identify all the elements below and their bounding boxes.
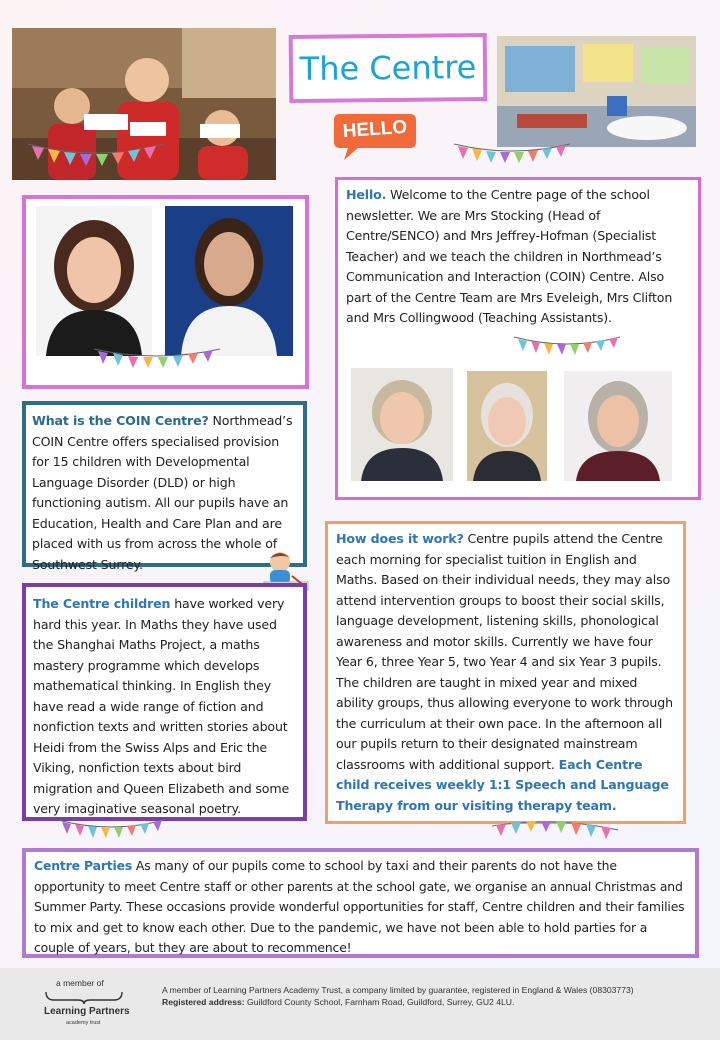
footer-company-line: A member of Learning Partners Academy Trust, a company limited by guarantee, registered in England & Wales (08303773) [162,985,634,995]
children-text: have worked very hard this year. In Maths they have used the Shanghai Maths Project, a maths mastery programme which develops mathematical thinking. In English they have read a wide range of fiction and nonfiction texts and written stories about Heidi from the Swiss Alps and Eric the Viking, nonfiction texts about bird migration and Queen Elizabeth and some very imaginative seasonal poetry. [33,596,290,816]
children-box [22,583,307,821]
photo-mrs-collingwood [564,371,672,481]
bunting-icon [56,814,166,842]
photo-mrs-eveleigh [351,368,453,481]
intro-heading: Hello. [346,187,387,202]
how-text: Centre pupils attend the Centre each morning for specialist tuition in English and Maths. Based on their individual needs, they may also attend intervention groups to boost their social skills, language development, listening skills, phonological awareness and motor skills. Currently we have four Year 6, three Year 5, two Year 4 and six Year 3 pupils. The children are taught in mixed year and mixed ability groups, thus allowing everyone to work through the curriculum at their own pace. In the afternoon all our pupils return to their designated mainstream classrooms with additional support. [336,531,673,772]
bunting-icon [26,140,166,170]
coin-box [22,401,307,572]
parties-heading: Centre Parties [34,858,133,873]
parties-text: As many of our pupils come to school by taxi and their parents do not have the opportunity to meet Centre staff or other parents at the school gate, we organise an annual Christmas and Summer Party. These occasions provide wonderful opportunities for staff, Centre children and their families to mix and get to know each other. Due to the pandemic, we have not been able to hold parties for a couple of years, but they are about to recommence! [34,858,685,955]
photo-mrs-stocking [36,206,152,356]
hello-sign-text: HELLO [342,116,408,143]
footer-address-line [162,996,634,1008]
footer-org-sub: academy trust [66,1020,101,1026]
children-paragraph [33,594,299,820]
coin-heading: What is the COIN Centre? [32,413,209,428]
intro-text: Welcome to the Centre page of the school newsletter. We are Mrs Stocking (Head of Centre/SENCO) and Mrs Jeffrey-Hofman (Specialist Teacher) and we teach the children in Northmead’s Communication and Interaction (COIN) Centre. Also part of the Centre Team are Mrs Eveleigh, Mrs Clifton and Mrs Collingwood (Teaching Assistants). [346,187,673,325]
parties-box [22,848,699,958]
parties-paragraph [34,856,687,959]
coin-text: Northmead’s COIN Centre offers specialised provision for 15 children with Developmental Language Disorder (DLD) or high functioning autism. All our pupils have an Education, Health and Care Plan and are placed with us from across the whole of Southwest Surrey. [32,413,293,572]
photo-mrs-clifton [467,371,547,481]
how-paragraph [336,529,677,816]
photo-mrs-jeffrey-hofman [165,206,293,356]
children-heading: The Centre children [33,596,171,611]
footer [0,968,720,1040]
bunting-icon [512,333,622,359]
how-heading: How does it work? [336,531,464,546]
how-box [325,521,686,824]
footer-member-of: a member of [56,978,104,988]
intro-paragraph [346,185,692,329]
footer-org-name: Learning Partners [44,1006,130,1017]
title-box [289,33,488,103]
footer-address: Guildford County School, Farnham Road, Guildford, Surrey, GU2 4LU. [244,997,515,1007]
footer-info [162,984,634,1008]
footer-address-label: Registered address: [162,997,245,1007]
photo-classroom [497,36,696,147]
how-highlight: Each Centre child receives weekly 1:1 Speech and Language Therapy from our visiting therapy team. [336,756,669,813]
bunting-icon [490,812,620,842]
speech-bubble-icon [330,110,418,162]
page-title: The Centre [299,48,477,88]
learning-partners-logo [44,990,124,1004]
bunting-icon [92,345,222,371]
bunting-icon [452,140,572,166]
